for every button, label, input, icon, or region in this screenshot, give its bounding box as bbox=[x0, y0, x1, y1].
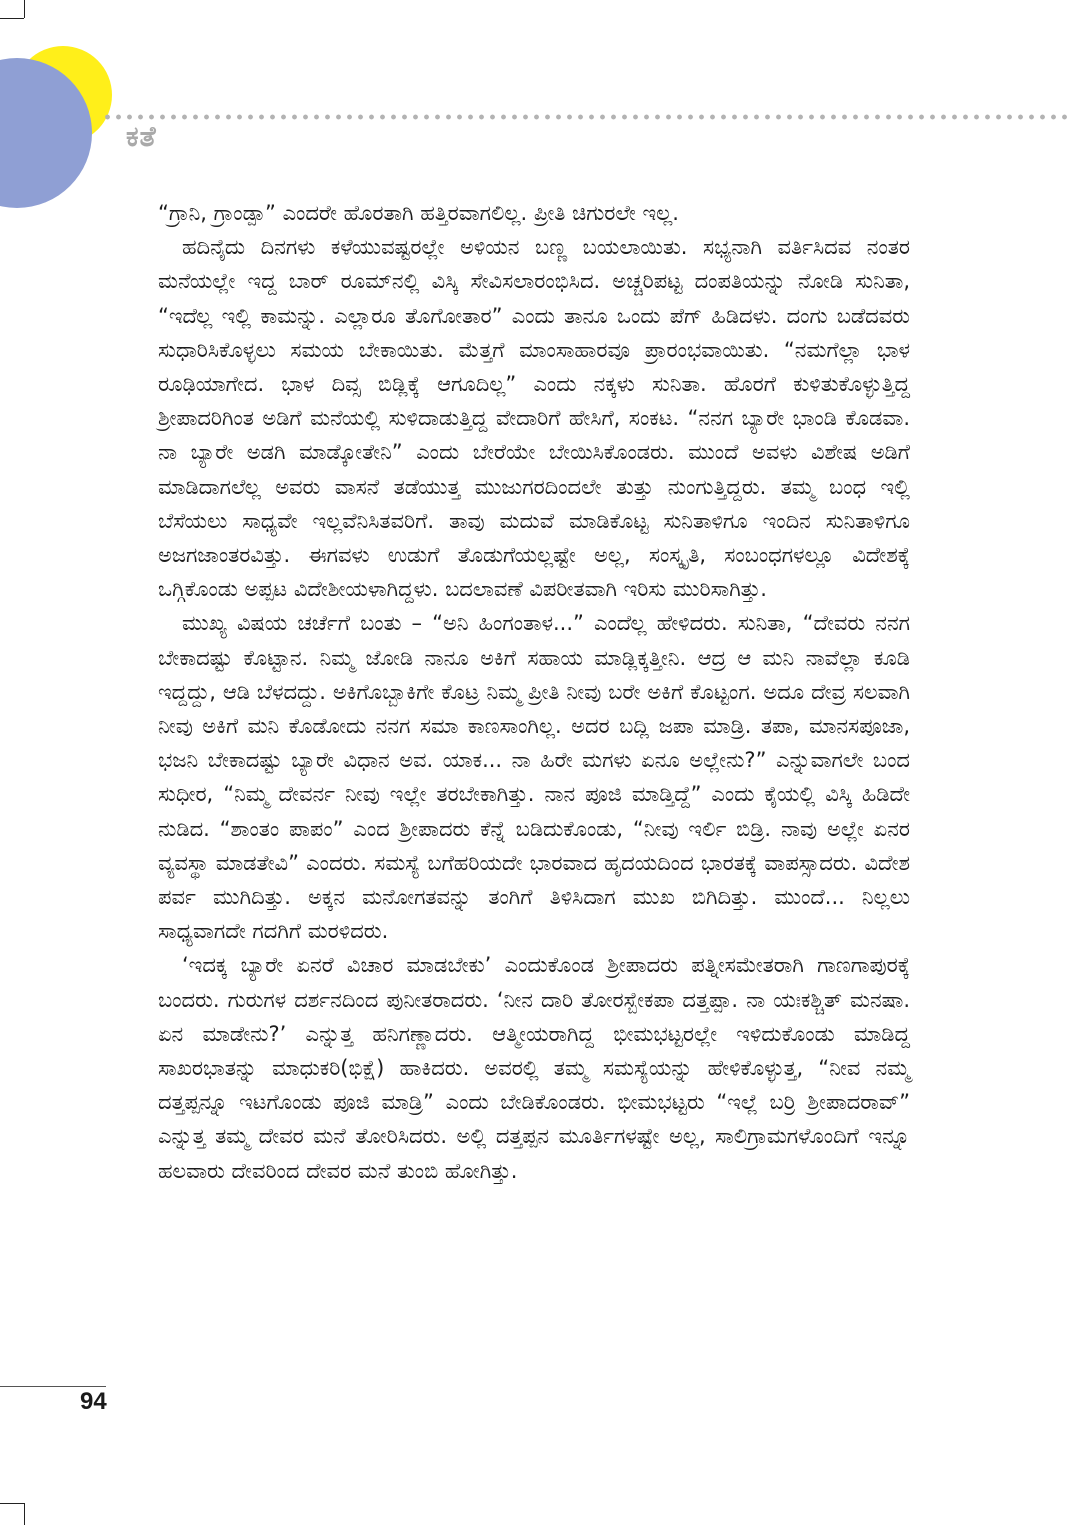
footer-rule bbox=[0, 1386, 106, 1387]
paragraph-4: ‘ಇದಕ್ಕ ಬ್ಯಾರೇ ಏನರೆ ವಿಚಾರ ಮಾಡಬೇಕು’ ಎಂದುಕೊಂಡ ಶ್ರೀಪಾದರು ಪತ್ನೀಸಮೇತರಾಗಿ ಗಾಣಗಾಪುರಕ್ಕೆ ಬಂದರು. ಗುರುಗಳ ದರ್ಶನದಿಂದ ಪುನೀತರಾದರು. ‘ನೀನ ದಾರಿ ತೋರಸ್ಬೇಕಪಾ ದತ್ತಪ್ಪಾ. ನಾ ಯಃಕಶ್ಚಿತ್ ಮನಷಾ. ಏನ ಮಾಡೇನು?’ ಎನ್ನುತ್ತ ಹನಿಗಣ್ಣಾದರು. ಆತ್ಮೀಯರಾಗಿದ್ದ ಭೀಮಭಟ್ಟರಲ್ಲೇ ಇಳಿದುಕೊಂಡು ಮಾಡಿದ್ದ ಸಾಖರಭಾತನ್ನು ಮಾಧುಕರಿ(ಭಿಕ್ಷೆ) ಹಾಕಿದರು. ಅವರಲ್ಲಿ ತಮ್ಮ ಸಮಸ್ಯೆಯನ್ನು ಹೇಳಿಕೊಳ್ಳುತ್ತ, “ನೀವ ನಮ್ಮ ದತ್ತಪ್ಪನ್ನೂ ಇಟಗೊಂಡು ಪೂಜಿ ಮಾಡ್ರಿ” ಎಂದು ಬೇಡಿಕೊಂಡರು. ಭೀಮಭಟ್ಟರು “ಇಲ್ಲೆ ಬರ್ರಿ ಶ್ರೀಪಾದರಾವ್” ಎನ್ನುತ್ತ ತಮ್ಮ ದೇವರ ಮನೆ ತೋರಿಸಿದರು. ಅಲ್ಲಿ ದತ್ತಪ್ಪನ ಮೂರ್ತಿಗಳಷ್ಟೇ ಅಲ್ಲ, ಸಾಲಿಗ್ರಾಮಗಳೊಂದಿಗೆ ಇನ್ನೂ ಹಲವಾರು ದೇವರಿಂದ ದೇವರ ಮನೆ ತುಂಬಿ ಹೋಗಿತ್ತು. bbox=[158, 953, 910, 1183]
crop-mark-bottom-left-h bbox=[0, 1503, 24, 1504]
paragraph-1: “ಗ್ರಾನಿ, ಗ್ರಾಂಡ್ಪಾ” ಎಂದರೇ ಹೊರತಾಗಿ ಹತ್ತಿರವಾಗಲಿಲ್ಲ. ಪ್ರೀತಿ ಚಿಗುರಲೇ ಇಲ್ಲ. bbox=[158, 201, 679, 225]
paragraph-2: ಹದಿನೈದು ದಿನಗಳು ಕಳೆಯುವಷ್ಟರಲ್ಲೇ ಅಳಿಯನ ಬಣ್ಣ ಬಯಲಾಯಿತು. ಸಭ್ಯನಾಗಿ ವರ್ತಿಸಿದವ ನಂತರ ಮನೆಯಲ್ಲೇ ಇದ್ದ ಬಾರ್ ರೂಮ್‌ನಲ್ಲಿ ವಿಸ್ಕಿ ಸೇವಿಸಲಾರಂಭಿಸಿದ. ಅಚ್ಚರಿಪಟ್ಟ ದಂಪತಿಯನ್ನು ನೋಡಿ ಸುನಿತಾ, “ಇದೆಲ್ಲ ಇಲ್ಲಿ ಕಾಮನ್ನು. ಎಲ್ಲಾರೂ ತೊಗೋತಾರ” ಎಂದು ತಾನೂ ಒಂದು ಪೆಗ್ ಹಿಡಿದಳು. ದಂಗು ಬಡೆದವರು ಸುಧಾರಿಸಿಕೊಳ್ಳಲು ಸಮಯ ಬೇಕಾಯಿತು. ಮೆತ್ತಗೆ ಮಾಂಸಾಹಾರವೂ ಪ್ರಾರಂಭವಾಯಿತು. “ನಮಗೆಲ್ಲಾ ಭಾಳ ರೂಢಿಯಾಗೇದ. ಭಾಳ ದಿವ್ಸ ಬಿಡ್ಲಿಕ್ಕೆ ಆಗೂದಿಲ್ಲ” ಎಂದು ನಕ್ಕಳು ಸುನಿತಾ. ಹೊರಗೆ ಕುಳಿತುಕೊಳ್ಳುತ್ತಿದ್ದ ಶ್ರೀಪಾದರಿಗಿಂತ ಅಡಿಗೆ ಮನೆಯಲ್ಲಿ ಸುಳಿದಾಡುತ್ತಿದ್ದ ವೇದಾರಿಗೆ ಹೇಸಿಗೆ, ಸಂಕಟ. “ನನಗ ಬ್ಯಾರೇ ಭಾಂಡಿ ಕೊಡವಾ. ನಾ ಬ್ಯಾರೇ ಅಡಗಿ ಮಾಡ್ಕೋತೇನಿ” ಎಂದು ಬೇರೆಯೇ ಬೇಯಿಸಿಕೊಂಡರು. ಮುಂದೆ ಅವಳು ವಿಶೇಷ ಅಡಿಗೆ ಮಾಡಿದಾಗಲೆಲ್ಲ ಅವರು ವಾಸನೆ ತಡೆಯುತ್ತ ಮುಜುಗರದಿಂದಲೇ ತುತ್ತು ನುಂಗುತ್ತಿದ್ದರು. ತಮ್ಮ ಬಂಧ ಇಲ್ಲಿ ಬೆಸೆಯಲು ಸಾಧ್ಯವೇ ಇಲ್ಲವೆನಿಸಿತವರಿಗೆ. ತಾವು ಮದುವೆ ಮಾಡಿಕೊಟ್ಟ ಸುನಿತಾಳಿಗೂ ಇಂದಿನ ಸುನಿತಾಳಿಗೂ ಅಜಗಜಾಂತರವಿತ್ತು. ಈಗವಳು ಉಡುಗೆ ತೊಡುಗೆಯಲ್ಲಷ್ಟೇ ಅಲ್ಲ, ಸಂಸ್ಕೃತಿ, ಸಂಬಂಧಗಳಲ್ಲೂ ವಿದೇಶಕ್ಕೆ ಒಗ್ಗಿಕೊಂಡು ಅಪ್ಪಟ ವಿದೇಶೀಯಳಾಗಿದ್ದಳು. ಬದಲಾವಣೆ ವಿಪರೀತವಾಗಿ ಇರಿಸು ಮುರಿಸಾಗಿತ್ತು. bbox=[158, 235, 910, 602]
crop-mark-bottom-left-v bbox=[24, 1503, 25, 1525]
paragraph-3: ಮುಖ್ಯ ವಿಷಯ ಚರ್ಚೆಗೆ ಬಂತು – “ಅನಿ ಹಿಂಗಂತಾಳ...” ಎಂದೆಲ್ಲ ಹೇಳಿದರು. ಸುನಿತಾ, “ದೇವರು ನನಗ ಬೇಕಾದಷ್ಟು ಕೊಟ್ಟಾನ. ನಿಮ್ಮ ಜೋಡಿ ನಾನೂ ಅಕಿಗೆ ಸಹಾಯ ಮಾಡ್ಲಿಕ್ಕತ್ತೀನಿ. ಆದ್ರ ಆ ಮನಿ ನಾವೆಲ್ಲಾ ಕೂಡಿ ಇದ್ದದ್ದು, ಆಡಿ ಬೆಳದದ್ದು. ಅಕಿಗೊಬ್ಬಾಕಿಗೇ ಕೊಟ್ರ ನಿಮ್ಮ ಪ್ರೀತಿ ನೀವು ಬರೇ ಅಕಿಗೆ ಕೊಟ್ಟಂಗ. ಅದೂ ದೇವ್ರ ಸಲವಾಗಿ ನೀವು ಅಕಿಗೆ ಮನಿ ಕೊಡೋದು ನನಗ ಸಮಾ ಕಾಣಸಾಂಗಿಲ್ಲ. ಅದರ ಬದ್ಲಿ ಜಪಾ ಮಾಡ್ರಿ. ತಪಾ, ಮಾನಸಪೂಜಾ, ಭಜನಿ ಬೇಕಾದಷ್ಟು ಬ್ಯಾರೇ ವಿಧಾನ ಅವ. ಯಾಕ... ನಾ ಹಿರೇ ಮಗಳು ಏನೂ ಅಲ್ಲೇನು?” ಎನ್ನುವಾಗಲೇ ಬಂದ ಸುಧೀರ, “ನಿಮ್ಮ ದೇವರ್ನ ನೀವು ಇಲ್ಲೇ ತರಬೇಕಾಗಿತ್ತು. ನಾನ ಪೂಜಿ ಮಾಡ್ತಿದ್ದೆ” ಎಂದು ಕೈಯಲ್ಲಿ ವಿಸ್ಕಿ ಹಿಡಿದೇ ನುಡಿದ. “ಶಾಂತಂ ಪಾಪಂ” ಎಂದ ಶ್ರೀಪಾದರು ಕೆನ್ನೆ ಬಡಿದುಕೊಂಡು, “ನೀವು ಇರ್ಲಿ ಬಿಡ್ರಿ. ನಾವು ಅಲ್ಲೇ ಏನರ ವ್ಯವಸ್ಥಾ ಮಾಡತೇವಿ” ಎಂದರು. ಸಮಸ್ಯೆ ಬಗೆಹರಿಯದೇ ಭಾರವಾದ ಹೃದಯದಿಂದ ಭಾರತಕ್ಕೆ ವಾಪಸ್ಸಾದರು. ವಿದೇಶ ಪರ್ವ ಮುಗಿದಿತ್ತು. ಅಕ್ಕನ ಮನೋಗತವನ್ನು ತಂಗಿಗೆ ತಿಳಿಸಿದಾಗ ಮುಖ ಬಿಗಿದಿತ್ತು. ಮುಂದೆ... ನಿಲ್ಲಲು ಸಾಧ್ಯವಾಗದೇ ಗದಗಿಗೆ ಮರಳಿದರು. bbox=[158, 611, 910, 944]
page-number: 94 bbox=[80, 1388, 107, 1415]
crop-mark-top-left-h bbox=[0, 18, 24, 19]
crop-mark-top-left-v bbox=[24, 0, 25, 18]
section-label: ಕತೆ bbox=[126, 120, 157, 153]
dotted-header-rule bbox=[102, 114, 1072, 120]
article-body bbox=[158, 196, 910, 1188]
